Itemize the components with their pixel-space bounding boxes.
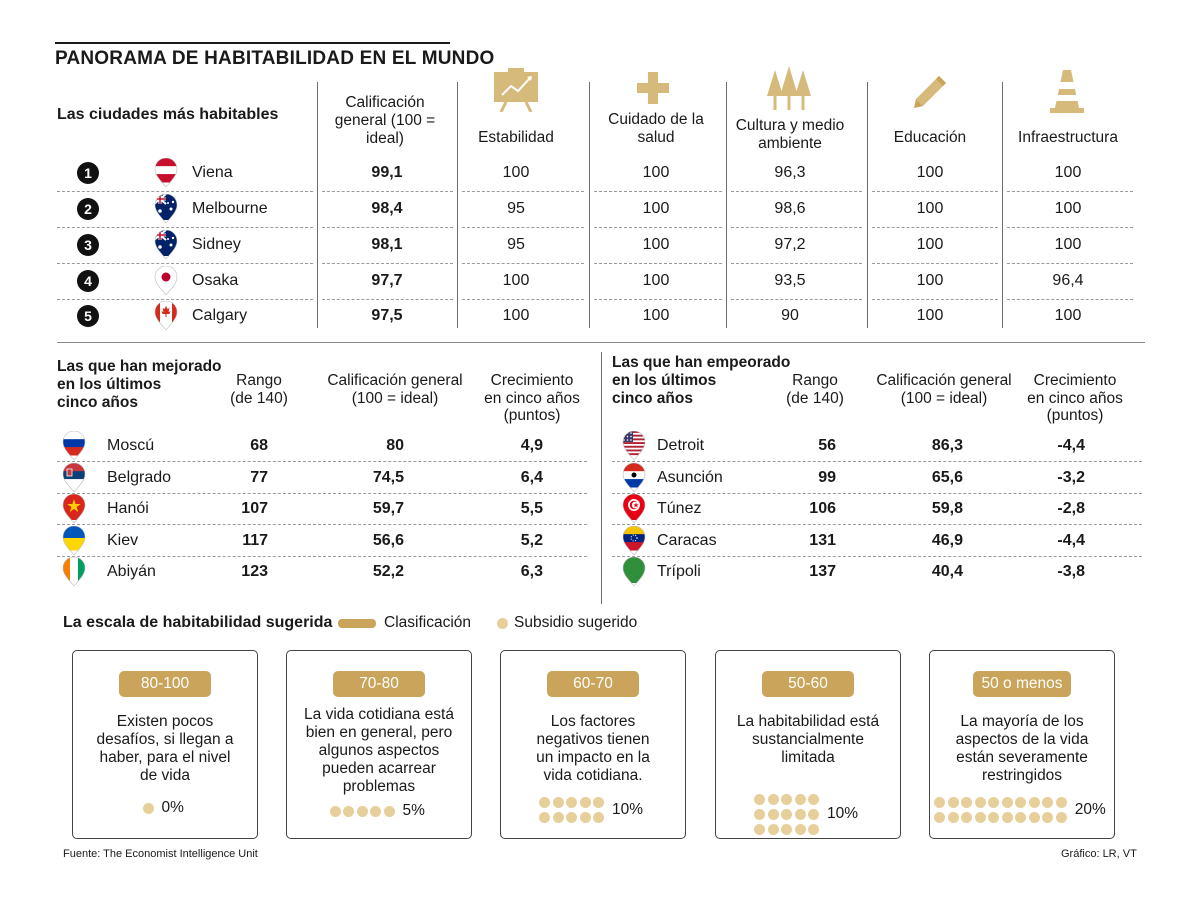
row-separator <box>594 227 722 228</box>
block-heading-line: Las que han mejorado <box>57 358 222 375</box>
subsidy-dot <box>781 794 792 805</box>
city-name: Viena <box>192 164 233 181</box>
subsidy-dot <box>553 797 564 808</box>
page-title: PANORAMA DE HABITABILIDAD EN EL MUNDO <box>55 48 495 69</box>
value-cell: 95 <box>507 236 525 253</box>
subsidy-dot <box>593 797 604 808</box>
value-cell: 96,4 <box>1052 272 1084 289</box>
paraguay-flag-icon <box>622 463 646 493</box>
medical-cross-icon <box>637 72 669 104</box>
value-cell: 98,6 <box>774 200 806 217</box>
value-cell: 100 <box>502 164 530 181</box>
value-cell: 90 <box>781 307 799 324</box>
block-col-header: (de 140) <box>230 389 288 407</box>
value-cell: 99,1 <box>371 164 403 181</box>
row-separator <box>872 299 998 300</box>
flag-pin-wrap <box>154 230 178 265</box>
card-description-line: La habitabilidad está <box>736 713 880 730</box>
subsidy-dot <box>768 824 779 835</box>
classification-badge: 80-100 <box>119 671 211 697</box>
card-description-line: un impacto en la <box>536 749 650 766</box>
value-cell: 100 <box>1054 236 1082 253</box>
score-value: 65,6 <box>931 469 963 486</box>
subsidy-dot <box>593 812 604 823</box>
value-cell: 97,5 <box>371 307 403 324</box>
city-name: Caracas <box>657 532 717 549</box>
growth-value: -2,8 <box>1057 500 1085 517</box>
row-separator <box>594 191 722 192</box>
city-name: Osaka <box>192 272 239 289</box>
rank-value: 107 <box>241 500 268 517</box>
subsidy-dot <box>1029 797 1040 808</box>
city-name: Abiyán <box>107 563 156 580</box>
row-separator <box>462 227 584 228</box>
ivory-coast-flag-icon <box>62 557 86 587</box>
row-separator <box>322 227 453 228</box>
row-separator <box>57 263 313 264</box>
traffic-cone-icon <box>1049 70 1085 114</box>
rank-value: 137 <box>809 563 836 580</box>
city-name: Moscú <box>107 437 155 454</box>
row-separator <box>322 191 453 192</box>
col-divider <box>457 82 458 328</box>
flag-pin-wrap <box>154 194 178 229</box>
city-name: Sidney <box>192 236 241 253</box>
value-cell: 100 <box>1054 164 1082 181</box>
card-description-line: pueden acarrear <box>322 760 436 777</box>
flag-pin-wrap <box>622 557 646 592</box>
score-value: 59,7 <box>372 500 404 517</box>
growth-value: -3,2 <box>1057 469 1085 486</box>
score-value: 74,5 <box>372 469 404 486</box>
value-cell: 100 <box>916 236 944 253</box>
subsidy-dot <box>580 812 591 823</box>
value-cell: 95 <box>507 200 525 217</box>
block-col-header: (puntos) <box>503 407 561 424</box>
subsidy-dot <box>539 812 550 823</box>
block-col-header: (100 = ideal) <box>900 389 988 407</box>
card-description-line: negativos tienen <box>536 731 650 748</box>
libya-flag-icon <box>622 557 646 587</box>
subsidy-dot <box>795 809 806 820</box>
scale-heading: La escala de habitabilidad sugerida <box>63 614 333 631</box>
block-col-header: Calificación general <box>876 372 1012 389</box>
block-col-header: (puntos) <box>1046 407 1104 424</box>
row-separator <box>612 524 1142 525</box>
city-name: Trípoli <box>657 563 701 580</box>
title-rule <box>55 42 450 44</box>
card-description-line: restringidos <box>981 767 1063 784</box>
row-separator <box>612 556 1142 557</box>
card-description-line: de vida <box>140 767 190 784</box>
row-separator <box>612 493 1142 494</box>
city-name: Asunción <box>657 469 723 486</box>
subsidy-dot <box>795 794 806 805</box>
subsidy-dot <box>143 803 154 814</box>
australia-flag-icon <box>154 230 178 260</box>
classification-badge: 60-70 <box>547 671 639 697</box>
rank-value: 123 <box>241 563 268 580</box>
block-heading-line: cinco años <box>612 390 693 407</box>
usa-flag-icon <box>622 431 646 461</box>
row-separator <box>462 263 584 264</box>
block-heading-line: en los últimos <box>612 372 717 389</box>
column-header-2: Cuidado de la salud <box>608 111 704 146</box>
score-value: 46,9 <box>931 532 963 549</box>
city-name: Belgrado <box>107 469 172 486</box>
japan-flag-icon <box>154 266 178 296</box>
credit-note: Gráfico: LR, VT <box>1061 848 1137 860</box>
serbia-flag-icon <box>62 463 86 493</box>
top-heading: Las ciudades más habitables <box>57 106 279 123</box>
row-separator <box>57 461 587 462</box>
subsidy-dot <box>948 812 959 823</box>
value-cell: 100 <box>502 272 530 289</box>
row-separator <box>1007 299 1133 300</box>
subsidy-dot <box>754 794 765 805</box>
score-value: 80 <box>386 437 404 454</box>
classification-badge: 50-60 <box>762 671 854 697</box>
subsidy-percent: 10% <box>612 800 644 818</box>
subsidy-dot <box>539 797 550 808</box>
growth-value: 5,5 <box>520 500 543 517</box>
card-description-line: vida cotidiana. <box>543 767 643 784</box>
card-description-line: sustancialmente <box>751 731 864 748</box>
growth-value: 6,3 <box>520 563 543 580</box>
subsidy-dot <box>768 809 779 820</box>
row-separator <box>594 299 722 300</box>
card-description-line: limitada <box>781 749 835 766</box>
source-note: Fuente: The Economist Intelligence Unit <box>63 848 258 860</box>
subsidy-dot <box>1056 812 1067 823</box>
subsidy-dot <box>975 797 986 808</box>
rank-value: 117 <box>242 532 268 549</box>
subsidy-percent: 20% <box>1074 800 1106 818</box>
value-cell: 100 <box>642 236 670 253</box>
subsidy-dot <box>330 806 341 817</box>
column-header-4: Educación <box>893 129 967 146</box>
row-separator <box>612 461 1142 462</box>
flag-pin-wrap <box>154 158 178 193</box>
city-name: Túnez <box>657 500 702 517</box>
block-col-header: (100 = ideal) <box>351 389 439 407</box>
rank-value: 56 <box>818 437 836 454</box>
subsidy-dot <box>1002 812 1013 823</box>
growth-value: 6,4 <box>520 469 543 486</box>
card-description-line: haber, para el nivel <box>99 749 231 766</box>
subsidy-dot <box>781 824 792 835</box>
growth-value: -4,4 <box>1057 437 1085 454</box>
value-cell: 100 <box>642 272 670 289</box>
legend-subsidy-swatch <box>497 618 508 629</box>
row-separator <box>731 191 862 192</box>
value-cell: 100 <box>916 200 944 217</box>
card-description-line: desafíos, si llegan a <box>96 731 234 748</box>
rank-badge: 4 <box>77 270 99 292</box>
col-divider <box>867 82 868 328</box>
row-separator <box>1007 227 1133 228</box>
value-cell: 100 <box>916 307 944 324</box>
col-divider <box>317 82 318 328</box>
card-description-line: aspectos de la vida <box>955 731 1089 748</box>
row-separator <box>57 493 587 494</box>
subsidy-dot <box>808 809 819 820</box>
row-separator <box>57 227 313 228</box>
column-header-5: Infraestructura <box>1018 129 1118 146</box>
value-cell: 100 <box>642 200 670 217</box>
block-col-header: en cinco años <box>484 389 580 407</box>
row-separator <box>731 227 862 228</box>
card-description-line: Los factores <box>550 713 636 730</box>
value-cell: 98,1 <box>371 236 403 253</box>
chart-board-icon <box>492 68 540 112</box>
rank-value: 68 <box>250 437 268 454</box>
flag-pin-wrap <box>62 557 86 592</box>
row-separator <box>731 299 862 300</box>
rank-value: 131 <box>809 532 836 549</box>
block-heading-line: en los últimos <box>57 376 162 393</box>
row-separator <box>594 263 722 264</box>
subsidy-dot <box>370 806 381 817</box>
row-separator <box>322 299 453 300</box>
city-name: Melbourne <box>192 200 268 217</box>
trees-icon <box>766 66 812 112</box>
austria-flag-icon <box>154 158 178 188</box>
legend-class-label: Clasificación <box>384 614 472 631</box>
row-separator <box>462 191 584 192</box>
block-col-header: en cinco años <box>1027 389 1123 407</box>
subsidy-dot <box>781 809 792 820</box>
block-col-header: Calificación general <box>327 372 463 389</box>
pencil-icon <box>912 74 948 110</box>
rank-badge: 5 <box>77 305 99 327</box>
value-cell: 100 <box>642 164 670 181</box>
row-separator <box>731 263 862 264</box>
row-separator <box>872 263 998 264</box>
subsidy-dot <box>1002 797 1013 808</box>
row-separator <box>872 191 998 192</box>
subsidy-dot <box>754 809 765 820</box>
card-description-line: bien en general, pero <box>305 724 453 741</box>
australia-flag-icon <box>154 194 178 224</box>
value-cell: 97,2 <box>774 236 806 253</box>
value-cell: 100 <box>502 307 530 324</box>
score-value: 59,8 <box>931 500 963 517</box>
flag-pin-wrap <box>154 266 178 301</box>
card-description-line: La mayoría de los <box>960 713 1084 730</box>
city-name: Hanói <box>107 500 149 517</box>
value-cell: 96,3 <box>774 164 806 181</box>
column-header-3: Cultura y medio ambiente <box>735 117 845 152</box>
value-cell: 98,4 <box>371 200 403 217</box>
subsidy-dot <box>343 806 354 817</box>
value-cell: 100 <box>642 307 670 324</box>
block-heading-line: cinco años <box>57 394 138 411</box>
card-description-line: algunos aspectos <box>318 742 440 759</box>
score-value: 40,4 <box>931 563 963 580</box>
subsidy-percent: 0% <box>161 799 184 816</box>
row-separator <box>57 299 313 300</box>
city-name: Kiev <box>107 532 139 549</box>
score-value: 56,6 <box>372 532 404 549</box>
row-separator <box>57 524 587 525</box>
subsidy-dot <box>975 812 986 823</box>
value-cell: 93,5 <box>774 272 806 289</box>
rank-value: 106 <box>809 500 836 517</box>
city-name: Calgary <box>192 307 248 324</box>
subsidy-dot <box>808 824 819 835</box>
value-cell: 97,7 <box>371 272 403 289</box>
column-header-0: Calificación general (100 = ideal) <box>334 94 436 147</box>
rank-badge: 2 <box>77 198 99 220</box>
growth-value: -3,8 <box>1057 563 1085 580</box>
ukraine-flag-icon <box>62 526 86 556</box>
block-col-header: Crecimiento <box>1033 372 1117 389</box>
canada-flag-icon <box>154 301 178 331</box>
growth-value: -4,4 <box>1057 532 1085 549</box>
block-col-header: (de 140) <box>786 389 844 407</box>
russia-flag-icon <box>62 431 86 461</box>
card-description-line: La vida cotidiana está <box>304 706 454 723</box>
score-value: 52,2 <box>372 563 404 580</box>
growth-value: 5,2 <box>520 532 543 549</box>
subsidy-dot <box>768 794 779 805</box>
subsidy-dot <box>553 812 564 823</box>
vietnam-flag-icon <box>62 494 86 524</box>
col-divider <box>589 82 590 328</box>
row-separator <box>1007 191 1133 192</box>
legend-class-swatch <box>338 619 376 628</box>
subsidy-dot <box>754 824 765 835</box>
growth-value: 4,9 <box>520 437 543 454</box>
subsidy-dot <box>1056 797 1067 808</box>
subsidy-dot <box>795 824 806 835</box>
rank-value: 99 <box>818 469 836 486</box>
tunisia-flag-icon <box>622 494 646 524</box>
row-separator <box>57 556 587 557</box>
subsidy-percent: 10% <box>827 805 859 822</box>
city-name: Detroit <box>657 437 705 454</box>
row-separator <box>872 227 998 228</box>
subsidy-dot <box>948 797 959 808</box>
subsidy-dot <box>566 812 577 823</box>
legend-subsidy-label: Subsidio sugerido <box>514 614 638 631</box>
subsidy-dot <box>357 806 368 817</box>
value-cell: 100 <box>1054 307 1082 324</box>
col-divider <box>1002 82 1003 328</box>
block-col-header: Crecimiento <box>490 372 574 389</box>
classification-badge: 50 o menos <box>973 671 1071 697</box>
rank-value: 77 <box>250 469 268 486</box>
block-col-header: Rango <box>792 372 838 389</box>
score-value: 86,3 <box>931 437 963 454</box>
card-description-line: Existen pocos <box>116 713 214 730</box>
row-separator <box>57 191 313 192</box>
rank-badge: 1 <box>77 162 99 184</box>
subsidy-dot <box>1029 812 1040 823</box>
subsidy-percent: 5% <box>402 802 425 819</box>
subsidy-dot <box>808 794 819 805</box>
block-heading-line: Las que han empeorado <box>612 354 791 371</box>
section-divider <box>57 342 1145 343</box>
flag-pin-wrap <box>154 301 178 336</box>
value-cell: 100 <box>916 164 944 181</box>
block-col-header: Rango <box>236 372 282 389</box>
subsidy-dot <box>384 806 395 817</box>
subsidy-dot <box>566 797 577 808</box>
row-separator <box>462 299 584 300</box>
rank-badge: 3 <box>77 234 99 256</box>
value-cell: 100 <box>916 272 944 289</box>
venezuela-flag-icon <box>622 526 646 556</box>
row-separator <box>322 263 453 264</box>
card-description-line: problemas <box>342 778 416 795</box>
value-cell: 100 <box>1054 200 1082 217</box>
card-description-line: están severamente <box>956 749 1088 766</box>
subsidy-dot <box>580 797 591 808</box>
column-header-1: Estabilidad <box>478 129 554 146</box>
row-separator <box>1007 263 1133 264</box>
classification-badge: 70-80 <box>333 671 425 697</box>
